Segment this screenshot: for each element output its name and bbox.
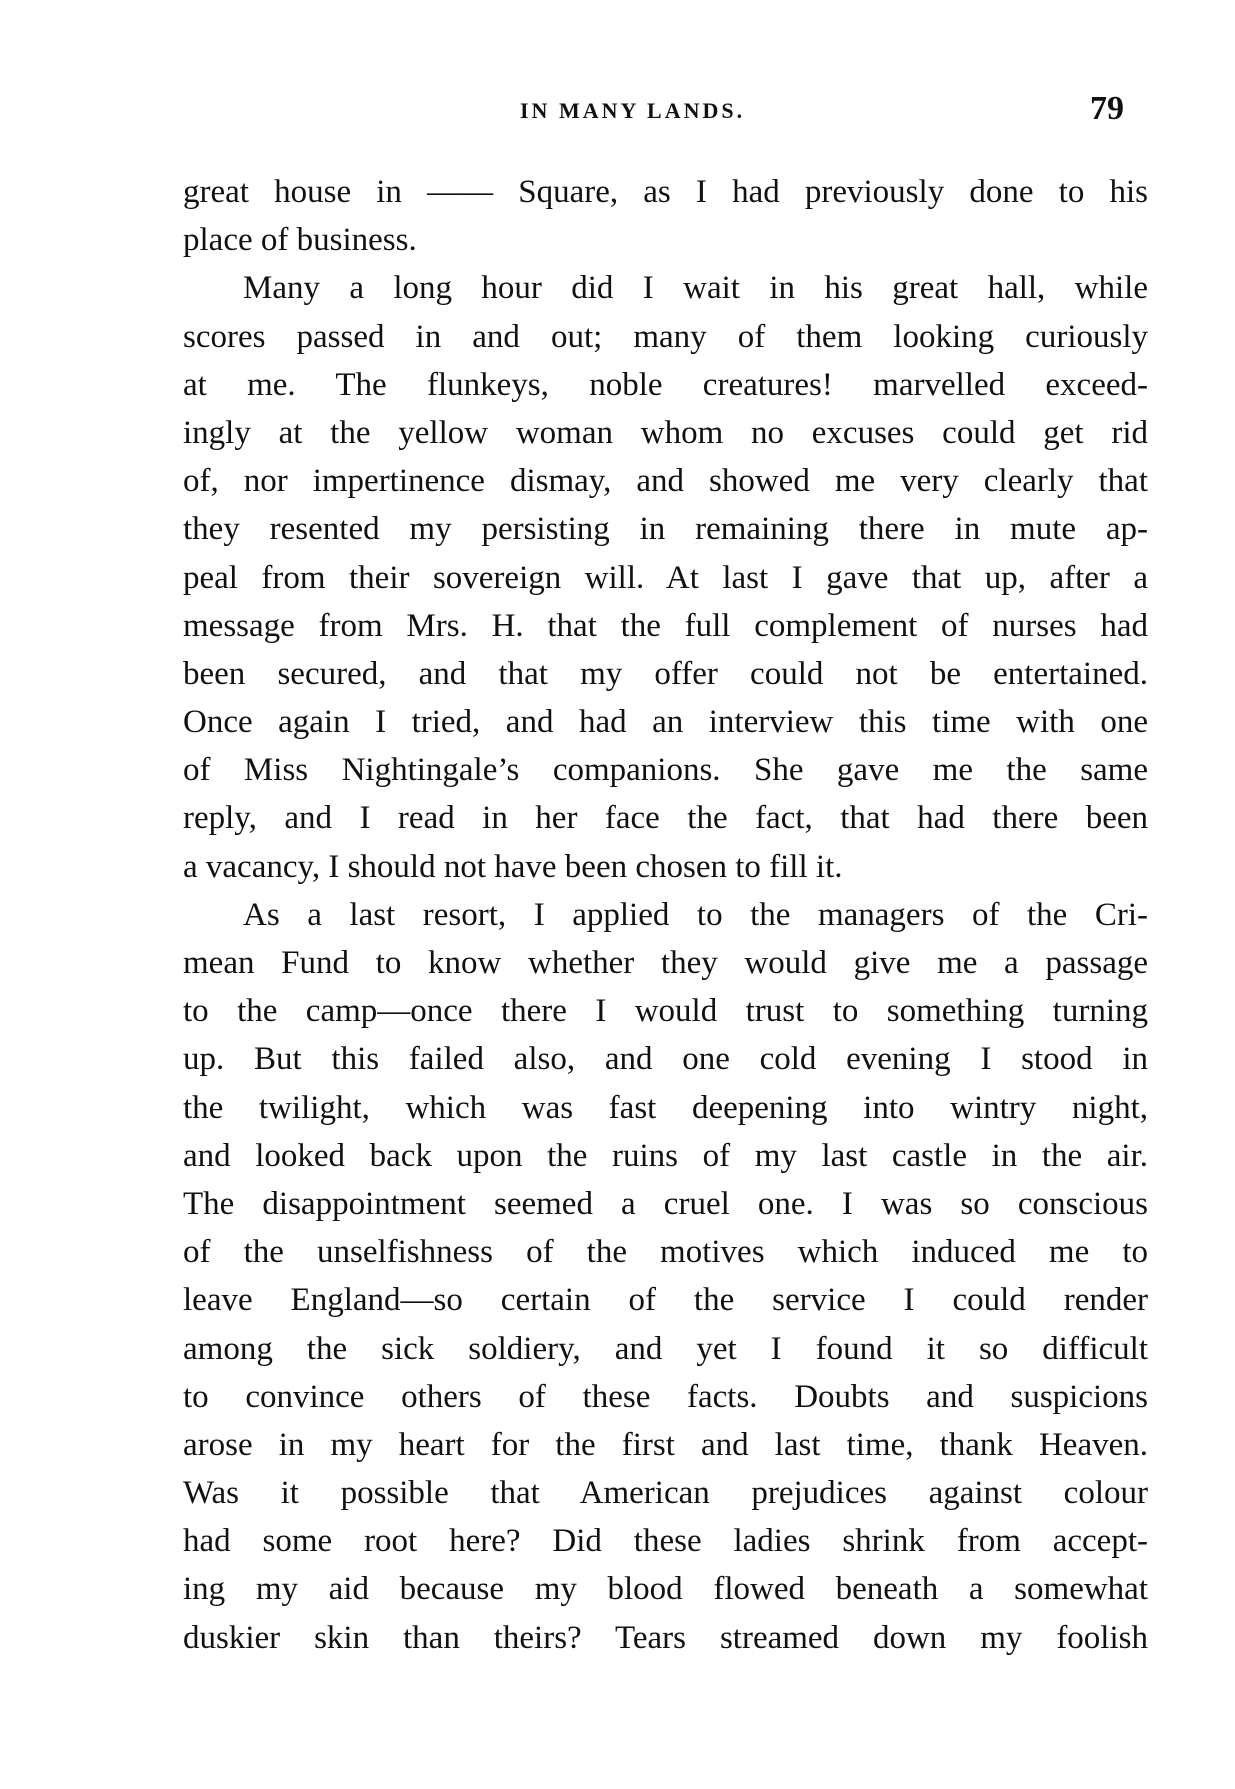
text-line: a vacancy, I should not have been chosen to fill it. <box>183 848 843 885</box>
text-line: peal from their sovereign will. At last I gave that up, after a <box>183 559 1148 596</box>
text-line: duskier skin than theirs? Tears streamed down my foolish <box>183 1619 1148 1656</box>
text-line: up. But this failed also, and one cold evening I stood in <box>183 1041 1148 1078</box>
text-line: to convince others of these facts. Doubts and suspicions <box>183 1378 1148 1415</box>
page-number: 79 <box>1090 90 1124 127</box>
text-line: the twilight, which was fast deepening into wintry night, <box>183 1089 1148 1126</box>
text-line: place of business. <box>183 222 417 259</box>
text-line: Once again I tried, and had an interview this time with one <box>183 704 1148 741</box>
running-title: IN MANY LANDS. <box>520 98 746 123</box>
text-line: had some root here? Did these ladies shrink from accept- <box>183 1523 1148 1560</box>
text-line: been secured, and that my offer could not be entertained. <box>183 655 1148 692</box>
text-line: leave England—so certain of the service I could render <box>183 1282 1148 1319</box>
text-line: Was it possible that American prejudices against colour <box>183 1475 1148 1512</box>
text-line: great house in —— Square, as I had previously done to his <box>183 174 1148 210</box>
text-line: of Miss Nightingale’s companions. She gave me the same <box>183 752 1148 789</box>
text-line: reply, and I read in her face the fact, that had there been <box>183 800 1148 837</box>
text-line: mean Fund to know whether they would give me a passage <box>183 945 1148 981</box>
text-line: message from Mrs. H. that the full complement of nurses had <box>183 607 1148 644</box>
text-line: arose in my heart for the first and last time, thank Heaven. <box>183 1426 1148 1463</box>
text-line: ing my aid because my blood flowed beneath a somewhat <box>183 1571 1148 1608</box>
text-line: ingly at the yellow woman whom no excuses could get rid <box>183 414 1148 451</box>
text-line: of, nor impertinence dismay, and showed me very clearly that <box>183 463 1148 500</box>
text-line: at me. The flunkeys, noble creatures! marvelled exceed- <box>183 366 1148 403</box>
text-line: to the camp—once there I would trust to something turning <box>183 993 1148 1030</box>
text-line: among the sick soldiery, and yet I found it so difficult <box>183 1330 1148 1367</box>
text-line: they resented my persisting in remaining there in mute ap- <box>183 511 1148 548</box>
text-line: As a last resort, I applied to the managers of the Cri- <box>243 896 1148 933</box>
text-line: of the unselfishness of the motives which induced me to <box>183 1234 1148 1271</box>
text-line: and looked back upon the ruins of my last castle in the air. <box>183 1137 1148 1174</box>
body-text <box>183 168 1148 1662</box>
running-head <box>0 90 1235 130</box>
text-line: scores passed in and out; many of them looking curiously <box>183 318 1148 355</box>
text-line: The disappointment seemed a cruel one. I was so conscious <box>183 1185 1148 1222</box>
text-line: Many a long hour did I wait in his great hall, while <box>243 270 1148 307</box>
